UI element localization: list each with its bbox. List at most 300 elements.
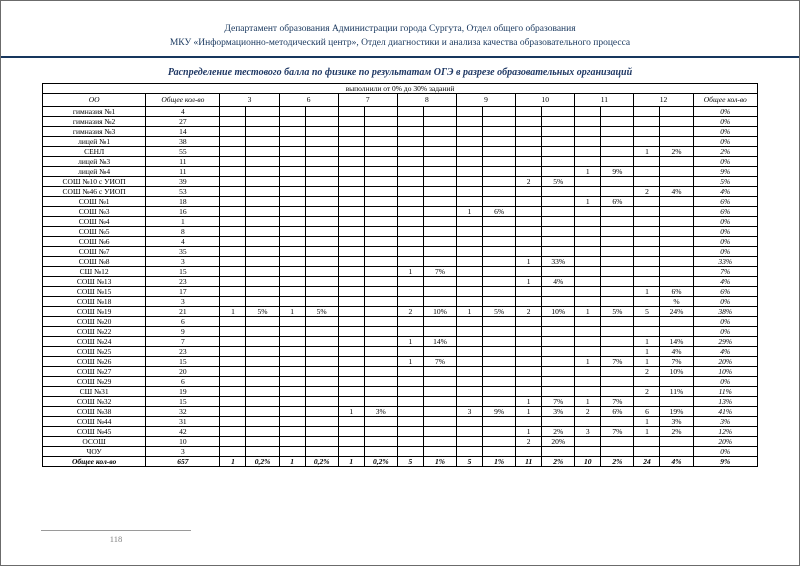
score-percent [483, 447, 516, 457]
col-header-score-11: 11 [575, 94, 634, 107]
score-count [516, 377, 542, 387]
score-percent [305, 287, 338, 297]
score-count: 1 [575, 307, 601, 317]
score-count [397, 347, 423, 357]
score-count [516, 297, 542, 307]
row-final-percent: 0% [693, 137, 757, 147]
score-percent [601, 267, 634, 277]
score-percent [542, 267, 575, 277]
score-percent [483, 427, 516, 437]
score-percent [483, 267, 516, 277]
table-row [43, 357, 758, 367]
score-count [516, 417, 542, 427]
score-percent [423, 187, 456, 197]
score-percent [246, 447, 279, 457]
score-percent [483, 387, 516, 397]
score-count [575, 327, 601, 337]
score-percent: 7% [601, 357, 634, 367]
score-count [220, 197, 246, 207]
row-final-percent: 0% [693, 447, 757, 457]
org-name: гимназия №3 [43, 127, 146, 137]
score-percent [305, 217, 338, 227]
score-percent: 20% [542, 437, 575, 447]
table-row [43, 437, 758, 447]
score-percent [305, 227, 338, 237]
score-count [338, 447, 364, 457]
score-count [397, 167, 423, 177]
score-count [397, 247, 423, 257]
score-percent [246, 167, 279, 177]
score-percent [305, 267, 338, 277]
row-final-percent: 11% [693, 387, 757, 397]
org-total-count: 15 [146, 357, 220, 367]
score-percent [601, 447, 634, 457]
score-count [220, 417, 246, 427]
score-count [516, 247, 542, 257]
score-percent [660, 177, 693, 187]
score-percent [364, 207, 397, 217]
org-name: СОШ №46 с УИОП [43, 187, 146, 197]
score-count [634, 317, 660, 327]
score-count [338, 437, 364, 447]
score-percent [246, 337, 279, 347]
table-row [43, 207, 758, 217]
score-percent: 14% [423, 337, 456, 347]
score-percent [542, 327, 575, 337]
score-count [397, 427, 423, 437]
score-percent [364, 137, 397, 147]
score-count: 1 [397, 337, 423, 347]
score-percent [364, 377, 397, 387]
score-percent [246, 127, 279, 137]
score-percent: 10% [542, 307, 575, 317]
score-count [338, 417, 364, 427]
score-count [279, 387, 305, 397]
score-percent [423, 177, 456, 187]
score-percent: 4% [660, 187, 693, 197]
score-count [516, 107, 542, 117]
score-percent [601, 127, 634, 137]
score-count [220, 427, 246, 437]
score-percent [542, 377, 575, 387]
score-percent [423, 297, 456, 307]
totals-final-percent: 9% [693, 457, 757, 467]
score-count [456, 157, 482, 167]
org-total-count: 31 [146, 417, 220, 427]
score-percent [246, 397, 279, 407]
table-row [43, 237, 758, 247]
org-name: СОШ №15 [43, 287, 146, 297]
page-number: 118 [109, 534, 123, 544]
score-count [634, 437, 660, 447]
score-count [575, 137, 601, 147]
score-count: 1 [634, 287, 660, 297]
org-name: ОСОШ [43, 437, 146, 447]
score-count [279, 247, 305, 257]
score-count [634, 217, 660, 227]
table-row [43, 267, 758, 277]
score-percent [601, 177, 634, 187]
score-count [575, 237, 601, 247]
score-count [397, 407, 423, 417]
score-percent [660, 377, 693, 387]
org-name: СОШ №5 [43, 227, 146, 237]
score-count [575, 287, 601, 297]
score-percent [660, 197, 693, 207]
score-count [575, 257, 601, 267]
score-percent [601, 417, 634, 427]
row-final-percent: 0% [693, 117, 757, 127]
score-percent [305, 297, 338, 307]
row-final-percent: 41% [693, 407, 757, 417]
table-row [43, 447, 758, 457]
score-count [279, 217, 305, 227]
score-count [516, 217, 542, 227]
org-name: лицей №1 [43, 137, 146, 147]
score-count [338, 247, 364, 257]
score-count [397, 227, 423, 237]
table-row [43, 107, 758, 117]
score-percent [660, 447, 693, 457]
score-count [279, 167, 305, 177]
org-total-count: 6 [146, 317, 220, 327]
score-count [338, 357, 364, 367]
score-percent [542, 127, 575, 137]
score-percent [423, 277, 456, 287]
score-count [516, 117, 542, 127]
row-final-percent: 6% [693, 207, 757, 217]
score-count [575, 277, 601, 287]
score-count [338, 227, 364, 237]
score-percent [542, 317, 575, 327]
score-percent [305, 347, 338, 357]
score-percent [423, 397, 456, 407]
score-count [397, 297, 423, 307]
score-percent: 6% [483, 207, 516, 217]
org-total-count: 15 [146, 397, 220, 407]
score-count [397, 257, 423, 267]
score-count: 1 [516, 397, 542, 407]
score-percent [483, 377, 516, 387]
score-count [220, 287, 246, 297]
score-percent [423, 237, 456, 247]
score-percent [601, 147, 634, 157]
score-count: 1 [516, 427, 542, 437]
score-percent [423, 257, 456, 267]
org-total-count: 42 [146, 427, 220, 437]
score-percent [423, 327, 456, 337]
score-percent [423, 167, 456, 177]
org-name: СОШ №26 [43, 357, 146, 367]
score-count [397, 137, 423, 147]
score-count [220, 127, 246, 137]
org-total-count: 32 [146, 407, 220, 417]
org-name: СОШ №27 [43, 367, 146, 377]
score-percent [542, 247, 575, 257]
score-count [634, 247, 660, 257]
score-count [516, 357, 542, 367]
score-count [397, 287, 423, 297]
score-count [397, 317, 423, 327]
score-percent [246, 277, 279, 287]
table-row [43, 187, 758, 197]
score-count [516, 267, 542, 277]
score-count [220, 437, 246, 447]
table-row [43, 277, 758, 287]
table-row [43, 227, 758, 237]
table-row [43, 177, 758, 187]
score-percent [364, 397, 397, 407]
row-final-percent: 0% [693, 157, 757, 167]
score-count [456, 317, 482, 327]
score-percent [660, 317, 693, 327]
score-percent [542, 367, 575, 377]
score-percent [601, 347, 634, 357]
row-final-percent: 13% [693, 397, 757, 407]
score-percent [660, 397, 693, 407]
score-percent [364, 367, 397, 377]
score-count [575, 157, 601, 167]
score-percent [246, 347, 279, 357]
org-name: СОШ №4 [43, 217, 146, 227]
score-percent [542, 167, 575, 177]
score-percent [305, 377, 338, 387]
score-count [220, 397, 246, 407]
score-count [575, 147, 601, 157]
score-count [279, 207, 305, 217]
doc-header [1, 1, 799, 50]
score-count [634, 227, 660, 237]
score-count: 5 [397, 457, 423, 467]
score-percent [483, 417, 516, 427]
score-percent [305, 237, 338, 247]
score-percent [364, 227, 397, 237]
table-row [43, 247, 758, 257]
score-count [397, 147, 423, 157]
score-percent [660, 237, 693, 247]
score-count [279, 397, 305, 407]
score-percent [246, 437, 279, 447]
col-header-final: Общее кол-во [693, 94, 757, 107]
org-name: СОШ №10 с УИОП [43, 177, 146, 187]
table-row [43, 397, 758, 407]
score-percent [483, 367, 516, 377]
score-count [220, 217, 246, 227]
score-percent [423, 407, 456, 417]
col-header-score-7: 7 [338, 94, 397, 107]
row-final-percent: 0% [693, 237, 757, 247]
org-name: СОШ №7 [43, 247, 146, 257]
score-count [279, 277, 305, 287]
row-final-percent: 0% [693, 327, 757, 337]
score-percent [246, 107, 279, 117]
score-count [575, 217, 601, 227]
score-count [279, 407, 305, 417]
score-count [456, 437, 482, 447]
score-percent [542, 337, 575, 347]
score-percent [483, 337, 516, 347]
score-percent [246, 327, 279, 337]
score-percent [542, 347, 575, 357]
score-percent [660, 277, 693, 287]
row-final-percent: 0% [693, 107, 757, 117]
score-count [338, 427, 364, 437]
score-percent: 2% [601, 457, 634, 467]
score-percent [542, 237, 575, 247]
score-count [397, 187, 423, 197]
score-count [338, 217, 364, 227]
score-percent [364, 357, 397, 367]
score-percent [483, 287, 516, 297]
score-percent: 19% [660, 407, 693, 417]
score-count [338, 307, 364, 317]
score-percent [364, 347, 397, 357]
score-count: 1 [575, 167, 601, 177]
score-percent [246, 427, 279, 437]
score-count [575, 337, 601, 347]
score-percent [601, 227, 634, 237]
score-count [220, 387, 246, 397]
score-count: 24 [634, 457, 660, 467]
score-percent [483, 247, 516, 257]
org-total-count: 3 [146, 257, 220, 267]
score-percent [305, 147, 338, 157]
row-final-percent: 38% [693, 307, 757, 317]
org-total-count: 38 [146, 137, 220, 147]
score-count [397, 447, 423, 457]
score-count [397, 127, 423, 137]
score-percent [483, 187, 516, 197]
score-count: 1 [338, 407, 364, 417]
score-count [516, 327, 542, 337]
score-percent [364, 387, 397, 397]
row-final-percent: 0% [693, 297, 757, 307]
score-percent: 7% [601, 397, 634, 407]
score-percent [364, 187, 397, 197]
score-count [634, 157, 660, 167]
score-percent [246, 117, 279, 127]
score-count [220, 227, 246, 237]
page-title: Распределение тестового балла по физике по результатам ОГЭ в разрезе образовательных организаций [167, 67, 633, 78]
score-count: 5 [634, 307, 660, 317]
score-percent [246, 357, 279, 367]
table-row [43, 307, 758, 317]
score-count [456, 237, 482, 247]
score-count [456, 137, 482, 147]
score-percent [305, 157, 338, 167]
score-count [516, 147, 542, 157]
score-percent: 5% [542, 177, 575, 187]
col-header-score-12: 12 [634, 94, 693, 107]
score-percent [483, 257, 516, 267]
score-percent: 1% [423, 457, 456, 467]
score-percent [601, 207, 634, 217]
score-percent [483, 437, 516, 447]
score-percent [601, 217, 634, 227]
score-percent: 6% [601, 197, 634, 207]
totals-count: 657 [146, 457, 220, 467]
score-percent [542, 207, 575, 217]
score-percent [601, 297, 634, 307]
score-percent: 3% [660, 417, 693, 427]
score-count [338, 207, 364, 217]
org-name: СШ №12 [43, 267, 146, 277]
score-percent: 10% [660, 367, 693, 377]
score-count: 1 [575, 197, 601, 207]
score-percent [364, 147, 397, 157]
score-percent [305, 207, 338, 217]
score-percent [483, 217, 516, 227]
score-percent [483, 277, 516, 287]
score-percent [660, 227, 693, 237]
score-count [338, 107, 364, 117]
score-percent [246, 287, 279, 297]
score-count: 2 [634, 387, 660, 397]
score-count [338, 337, 364, 347]
span-header: выполнили от 0% до 30% заданий [43, 84, 758, 94]
score-count [575, 107, 601, 117]
org-total-count: 20 [146, 367, 220, 377]
score-count: 1 [220, 307, 246, 317]
score-percent [423, 287, 456, 297]
score-percent [305, 127, 338, 137]
score-count [456, 167, 482, 177]
score-percent [305, 447, 338, 457]
org-name: СОШ №24 [43, 337, 146, 347]
row-final-percent: 20% [693, 357, 757, 367]
score-count [575, 267, 601, 277]
table-row [43, 137, 758, 147]
score-percent: 4% [660, 457, 693, 467]
score-percent: 2% [542, 427, 575, 437]
score-count: 10 [575, 457, 601, 467]
score-count [575, 317, 601, 327]
score-percent [305, 337, 338, 347]
score-percent [305, 197, 338, 207]
score-count [279, 237, 305, 247]
score-percent [601, 387, 634, 397]
score-count [397, 417, 423, 427]
score-percent [364, 417, 397, 427]
row-final-percent: 0% [693, 377, 757, 387]
score-count [397, 387, 423, 397]
score-percent [423, 427, 456, 437]
score-count: 1 [634, 337, 660, 347]
score-count: 1 [456, 307, 482, 317]
score-percent [305, 107, 338, 117]
score-count [279, 107, 305, 117]
org-name: СОШ №6 [43, 237, 146, 247]
table-row [43, 417, 758, 427]
score-count [338, 317, 364, 327]
score-count: 1 [575, 397, 601, 407]
org-total-count: 21 [146, 307, 220, 317]
score-count [516, 447, 542, 457]
score-count [634, 207, 660, 217]
score-count [456, 197, 482, 207]
score-count [634, 117, 660, 127]
table-row [43, 297, 758, 307]
score-count [456, 287, 482, 297]
page-footer [41, 530, 191, 544]
score-percent [246, 417, 279, 427]
score-percent: 7% [423, 357, 456, 367]
score-percent [305, 397, 338, 407]
score-count [634, 327, 660, 337]
score-percent [423, 147, 456, 157]
score-percent [423, 207, 456, 217]
score-count [575, 437, 601, 447]
